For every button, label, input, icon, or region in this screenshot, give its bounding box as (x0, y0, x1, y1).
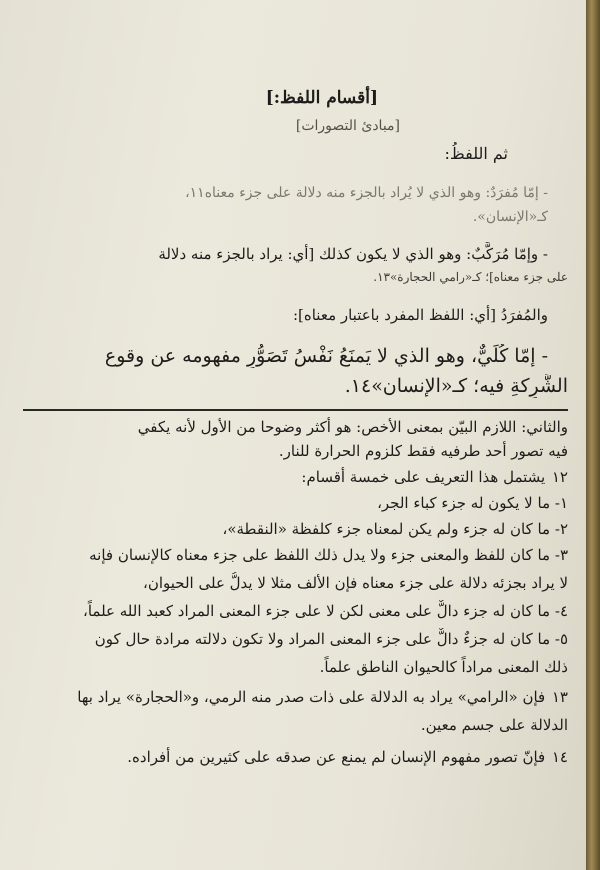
footnote-12-item-5: ٥- ما كان له جزءٌ دالٌّ على جزء المعنى المراد ولا تكون دلالته مرادة حال كون (94, 630, 568, 648)
footnote-12-item-3-cont: لا يراد بجزئه دلالة على جزء معناه فإن الألف مثلا لا يدلُّ على الحيوان، (142, 574, 568, 592)
main-line-8: الشَّرِكةِ فيه؛ كـ«الإنسان»١٤. (344, 375, 568, 397)
book-spine-edge (586, 0, 600, 870)
footnote-13-cont: الدلالة على جسم معين. (420, 716, 568, 734)
footnote-intro-2: فيه تصور أحد طرفيه فقط كلزوم الحرارة للنار. (278, 442, 568, 460)
footnote-13 (36, 686, 568, 708)
main-line-7: - إمّا كُلِّيٌّ، وهو الذي لا يَمنَعُ نَفْسُ تَصَوُّرِ مفهومه عن وقوع (104, 345, 548, 367)
footnote-text: يشتمل هذا التعريف على خمسة أقسام: (301, 468, 546, 486)
footnote-text: فإنّ تصور مفهوم الإنسان لم يمنع عن صدقه على كثيرين من أفراده. (127, 748, 546, 766)
footnote-12-item-2: ٢- ما كان له جزء ولم يكن لمعناه جزء كلفظة «النقطة»، (222, 520, 568, 538)
footnote-12-item-4: ٤- ما كان له جزء دالٌّ على معنى لكن لا على جزء المعنى المراد كعبد الله علماً، (82, 602, 568, 620)
footnote-number: ١٣ (551, 688, 568, 706)
main-line-1: ثم اللفظُ: (444, 144, 508, 163)
footnote-number: ١٢ (551, 468, 568, 486)
footnote-text: فإن «الرامي» يراد به الدلالة على ذات صدر منه الرمي، و«الحجارة» يراد بها (77, 688, 546, 706)
footnote-12 (36, 466, 568, 488)
footnote-12-item-3: ٣- ما كان للفظ والمعنى جزء ولا يدل ذلك اللفظ على جزء معناه كالإنسان فإنه (89, 546, 568, 564)
footnote-separator (23, 409, 568, 411)
main-line-3: كـ«الإنسان». (472, 209, 548, 225)
footnote-intro-1: والثاني: اللازم البيّن بمعنى الأخص: هو أكثر وضوحا من الأول لأنه يكفي (137, 418, 568, 436)
main-line-5: على جزء معناه]؛ كـ«رامي الحجارة»١٣. (373, 270, 568, 284)
footnote-14 (36, 746, 568, 768)
main-line-4: - وإمّا مُرَكَّبٌ: وهو الذي لا يكون كذلك [أي: يراد بالجزء منه دلالة (158, 245, 548, 263)
main-line-2: - إمّا مُفرَدٌ: وهو الذي لا يُراد بالجزء منه دلالة على جزء معناه١١، (185, 185, 548, 201)
section-heading: [أقسام اللفظ:] (265, 88, 378, 108)
footnote-number: ١٤ (551, 748, 568, 766)
main-line-6: والمُفرَدُ [أي: اللفظ المفرد باعتبار معناه]: (292, 306, 548, 324)
section-subheading: [مبادئ التصورات] (295, 118, 400, 134)
footnote-12-item-5-cont: ذلك المعنى مراداً كالحيوان الناطق علماً. (319, 658, 568, 676)
footnote-12-item-1: ١- ما لا يكون له جزء كباء الجر، (377, 494, 568, 512)
